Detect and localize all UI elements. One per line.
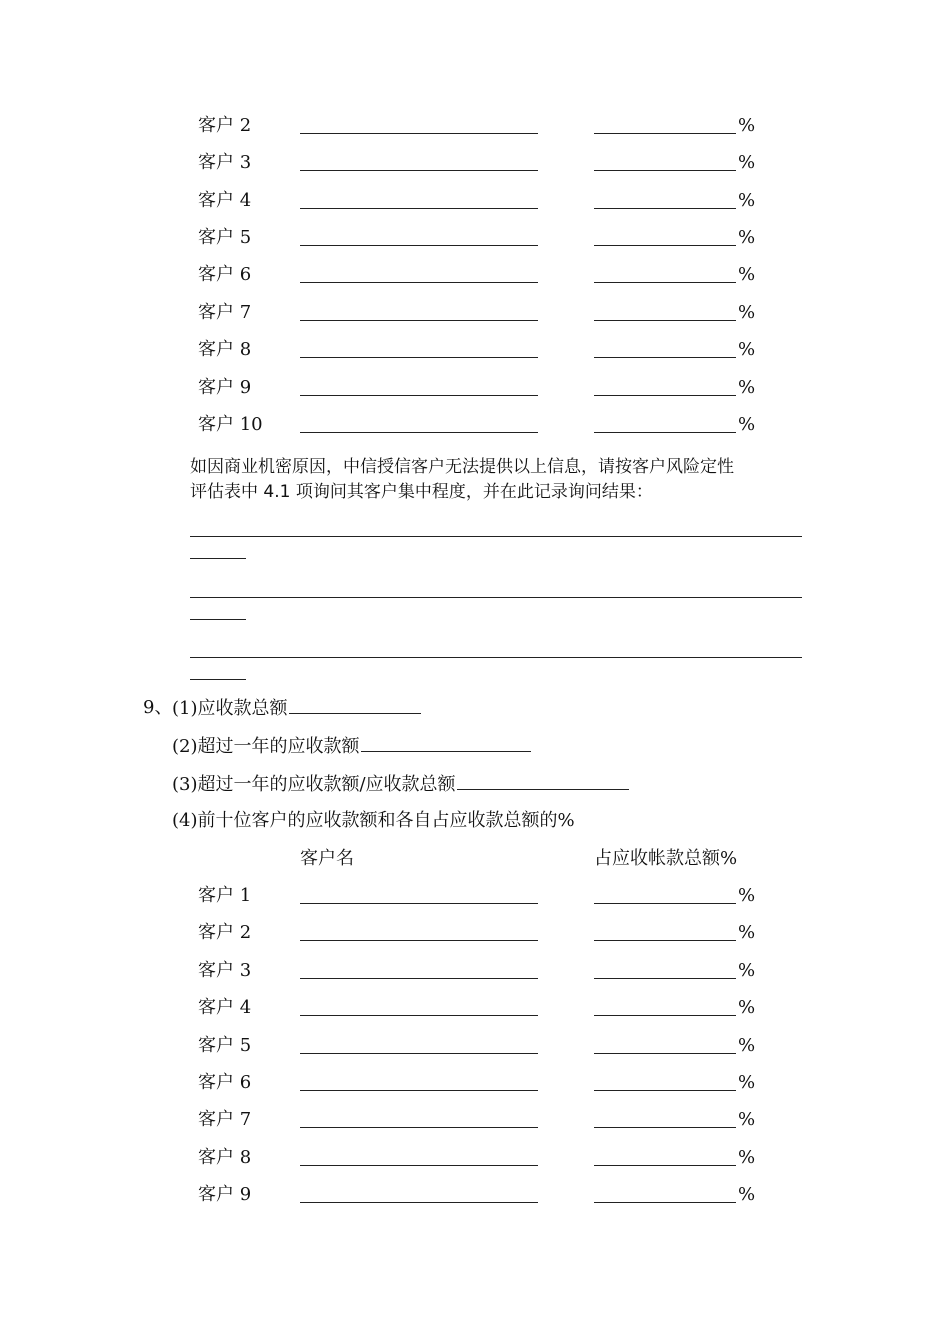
percent-sign: % (738, 1035, 756, 1056)
customer-label: 客户 2 (198, 115, 252, 136)
customer-label: 客户 9 (198, 377, 252, 398)
percent-field[interactable] (594, 1053, 736, 1054)
customer-label: 客户 10 (198, 414, 263, 435)
customer-name-field[interactable] (300, 903, 538, 904)
percent-field[interactable] (594, 357, 736, 358)
percent-sign: % (738, 190, 756, 211)
customer-name-field[interactable] (300, 357, 538, 358)
percent-field[interactable] (594, 1202, 736, 1203)
item-number: 9、 (143, 697, 173, 718)
over-one-year-field[interactable] (361, 735, 531, 752)
percent-sign: % (738, 1147, 756, 1168)
customer-name-field[interactable] (300, 245, 538, 246)
customer-label: 客户 9 (198, 1184, 252, 1205)
customer-label: 客户 5 (198, 227, 252, 248)
percent-sign: % (738, 377, 756, 398)
customer-label: 客户 7 (198, 1109, 252, 1130)
customer-name-field[interactable] (300, 208, 538, 209)
question-2 (172, 735, 531, 758)
customer-name-field[interactable] (300, 1053, 538, 1054)
customer-label: 客户 8 (198, 1147, 252, 1168)
percent-sign: % (738, 1109, 756, 1130)
percent-field[interactable] (594, 940, 736, 941)
percent-sign: % (738, 960, 756, 981)
customer-name-field[interactable] (300, 395, 538, 396)
customer-label: 客户 6 (198, 264, 252, 285)
note-line-2: 评估表中 4.1 项询问其客户集中程度，并在此记录询问结果： (190, 482, 653, 502)
percent-sign: % (738, 264, 756, 285)
percent-sign: % (738, 922, 756, 943)
percent-sign: % (738, 339, 756, 360)
customer-label: 客户 4 (198, 190, 252, 211)
customer-label: 客户 7 (198, 302, 252, 323)
percent-field[interactable] (594, 978, 736, 979)
note-line-1: 如因商业机密原因，中信授信客户无法提供以上信息，请按客户风险定性 (190, 457, 734, 477)
percent-sign: % (738, 1184, 756, 1205)
answer-line-tail[interactable] (190, 679, 246, 680)
percent-field[interactable] (594, 208, 736, 209)
percent-field[interactable] (594, 1165, 736, 1166)
percent-field[interactable] (594, 1015, 736, 1016)
percent-sign: % (738, 115, 756, 136)
percent-field[interactable] (594, 320, 736, 321)
customer-label: 客户 3 (198, 960, 252, 981)
customer-name-field[interactable] (300, 282, 538, 283)
total-receivables-field[interactable] (289, 697, 421, 714)
customer-label: 客户 6 (198, 1072, 252, 1093)
customer-name-field[interactable] (300, 170, 538, 171)
customer-name-field[interactable] (300, 432, 538, 433)
percent-field[interactable] (594, 395, 736, 396)
column-header-customer: 客户名 (300, 848, 354, 869)
percent-field[interactable] (594, 170, 736, 171)
percent-sign: % (738, 152, 756, 173)
percent-field[interactable] (594, 1127, 736, 1128)
question-4: (4)前十位客户的应收款额和各自占应收款总额的% (172, 810, 575, 831)
percent-field[interactable] (594, 1090, 736, 1091)
percent-sign: % (738, 1072, 756, 1093)
customer-label: 客户 1 (198, 885, 252, 906)
column-header-percent: 占应收帐款总额% (594, 848, 738, 869)
customer-name-field[interactable] (300, 1015, 538, 1016)
percent-field[interactable] (594, 282, 736, 283)
answer-line[interactable] (190, 536, 802, 537)
percent-field[interactable] (594, 245, 736, 246)
question-1-text: (1)应收款总额 (172, 698, 288, 719)
percent-sign: % (738, 414, 756, 435)
ratio-field[interactable] (457, 773, 629, 790)
percent-sign: % (738, 885, 756, 906)
customer-name-field[interactable] (300, 1165, 538, 1166)
percent-field[interactable] (594, 903, 736, 904)
customer-name-field[interactable] (300, 978, 538, 979)
question-3 (172, 773, 629, 796)
percent-field[interactable] (594, 133, 736, 134)
answer-line[interactable] (190, 657, 802, 658)
customer-label: 客户 2 (198, 922, 252, 943)
customer-name-field[interactable] (300, 320, 538, 321)
percent-sign: % (738, 997, 756, 1018)
customer-label: 客户 8 (198, 339, 252, 360)
customer-label: 客户 3 (198, 152, 252, 173)
percent-field[interactable] (594, 432, 736, 433)
question-1 (172, 697, 421, 720)
customer-name-field[interactable] (300, 1127, 538, 1128)
customer-name-field[interactable] (300, 940, 538, 941)
question-3-text: (3)超过一年的应收款额/应收款总额 (172, 774, 456, 795)
customer-name-field[interactable] (300, 1202, 538, 1203)
question-2-text: (2)超过一年的应收款额 (172, 736, 360, 757)
percent-sign: % (738, 227, 756, 248)
customer-label: 客户 4 (198, 997, 252, 1018)
customer-name-field[interactable] (300, 1090, 538, 1091)
customer-name-field[interactable] (300, 133, 538, 134)
customer-label: 客户 5 (198, 1035, 252, 1056)
percent-sign: % (738, 302, 756, 323)
answer-line-tail[interactable] (190, 558, 246, 559)
answer-line[interactable] (190, 597, 802, 598)
answer-line-tail[interactable] (190, 619, 246, 620)
